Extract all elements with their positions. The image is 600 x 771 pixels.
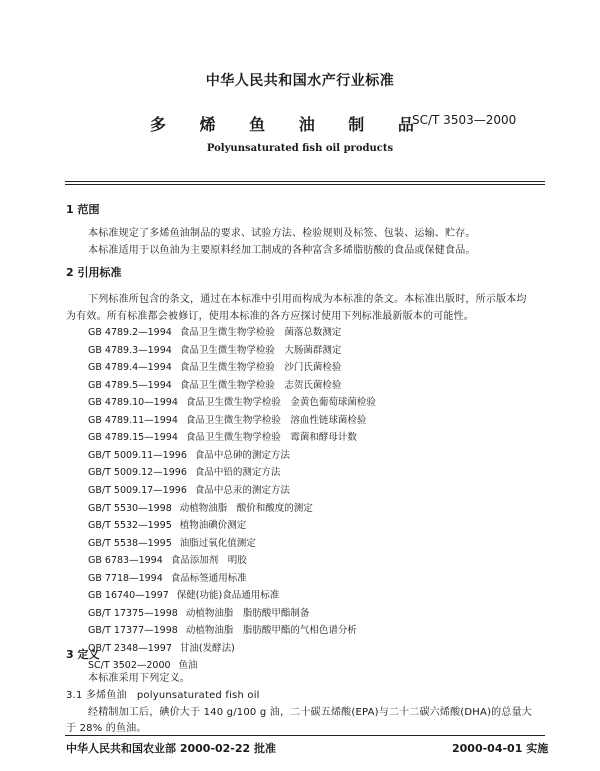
standard-number: SC/T 3503—2000 <box>412 113 517 127</box>
reference-code: GB/T 5009.11—1996 <box>88 449 187 461</box>
reference-code: GB/T 17375—1998 <box>88 607 178 619</box>
scope-paragraph-1: 本标准规定了多烯鱼油制品的要求、试验方法、检验规则及标签、包装、运输、贮存。 <box>88 228 476 239</box>
approval-line: 中华人民共和国农业部 2000-02-22 批准 <box>66 742 277 755</box>
reference-code: GB 4789.4—1994 <box>88 362 172 374</box>
defs-intro: 本标准采用下列定义。 <box>88 673 190 684</box>
definition-term: 3.1 多烯鱼油 polyunsaturated fish oil <box>66 690 260 701</box>
reference-title: 食品卫生微生物学检验 溶血性链球菌检验 <box>185 414 367 426</box>
footer-rule <box>65 735 545 736</box>
reference-code: GB/T 5538—1995 <box>88 537 172 549</box>
refs-intro-line-2: 为有效。所有标准都会被修订，使用本标准的各方应探讨使用下列标准最新版本的可能性。 <box>66 311 474 322</box>
reference-code: GB 7718—1994 <box>88 572 163 584</box>
reference-code: GB 4789.5—1994 <box>88 379 172 391</box>
reference-title: 食品中铅的测定方法 <box>194 467 281 479</box>
reference-item <box>88 342 341 356</box>
document-title: 多 烯 鱼 油 制 品 <box>150 115 428 134</box>
refs-intro-line-1: 下列标准所包含的条文，通过在本标准中引用而构成为本标准的条文。本标准出版时，所示版本均 <box>88 294 527 305</box>
reference-item <box>88 412 366 426</box>
reference-item <box>88 324 341 338</box>
reference-title: 动植物油脂 酸价和酸度的测定 <box>179 502 313 514</box>
reference-title: 食品卫生微生物学检验 菌落总数测定 <box>179 327 342 338</box>
reference-code: GB 4789.10—1994 <box>88 397 178 409</box>
reference-item <box>88 482 290 496</box>
reference-title: 植物油碘价测定 <box>179 520 247 532</box>
reference-title: 动植物油脂 脂肪酸甲酯的气相色谱分析 <box>185 625 357 637</box>
reference-item <box>88 447 290 461</box>
effective-date: 2000-04-01 实施 <box>452 742 549 755</box>
reference-item <box>88 587 279 601</box>
reference-title: 食品卫生微生物学检验 沙门氏菌检验 <box>179 362 342 374</box>
reference-item <box>88 500 313 514</box>
reference-item <box>88 570 247 584</box>
reference-title: 油脂过氧化值测定 <box>179 537 256 549</box>
reference-item <box>88 640 235 654</box>
reference-item <box>88 377 341 391</box>
reference-title: 食品中总砷的测定方法 <box>194 449 290 461</box>
reference-code: GB 4789.15—1994 <box>88 432 178 444</box>
definition-line-1: 经精制加工后，碘价大于 140 g/100 g 油，二十碳五烯酸(EPA)与二十二碳六烯酸(DHA)的总量大 <box>88 707 532 718</box>
reference-title: 食品卫生微生物学检验 大肠菌群测定 <box>179 344 342 356</box>
section-defs-heading: 3 定义 <box>66 648 100 661</box>
reference-code: GB/T 17377—1998 <box>88 625 178 637</box>
header-rule-top <box>65 181 545 182</box>
reference-code: GB/T 5009.17—1996 <box>88 484 187 496</box>
reference-title: 食品添加剂 明胶 <box>170 555 247 567</box>
reference-code: GB 4789.11—1994 <box>88 414 178 426</box>
reference-title: 保健(功能)食品通用标准 <box>176 590 280 602</box>
reference-title: 动植物油脂 脂肪酸甲酯制备 <box>185 607 310 619</box>
reference-item <box>88 622 357 636</box>
section-scope-heading: 1 范围 <box>66 203 100 216</box>
reference-code: QB/T 2348—1997 <box>88 642 172 654</box>
reference-item <box>88 394 376 408</box>
reference-item <box>88 517 246 531</box>
reference-code: GB 16740—1997 <box>88 590 169 602</box>
reference-title: 食品卫生微生物学检验 霉菌和酵母计数 <box>185 432 357 444</box>
reference-code: GB/T 5009.12—1996 <box>88 467 187 479</box>
reference-item <box>88 552 247 566</box>
reference-item <box>88 464 280 478</box>
issuing-authority: 中华人民共和国水产行业标准 <box>205 73 395 89</box>
reference-title: 食品中总汞的测定方法 <box>194 484 290 496</box>
reference-code: GB/T 5530—1998 <box>88 502 172 514</box>
definition-line-2: 于 28% 的鱼油。 <box>66 723 147 734</box>
reference-title: 鱼油 <box>178 660 198 672</box>
section-refs-heading: 2 引用标准 <box>66 266 122 279</box>
reference-code: GB 4789.2—1994 <box>88 327 172 338</box>
reference-code: GB 4789.3—1994 <box>88 344 172 356</box>
reference-item <box>88 359 341 373</box>
reference-title: 食品标签通用标准 <box>170 572 247 584</box>
reference-item <box>88 605 309 619</box>
reference-code: GB 6783—1994 <box>88 555 163 567</box>
reference-code: SC/T 3502—2000 <box>88 660 171 672</box>
reference-item <box>88 429 357 443</box>
reference-item <box>88 535 256 549</box>
reference-title: 食品卫生微生物学检验 金黄色葡萄球菌检验 <box>185 397 376 409</box>
reference-title: 食品卫生微生物学检验 志贺氏菌检验 <box>179 379 342 391</box>
reference-title: 甘油(发酵法) <box>179 642 235 654</box>
reference-code: GB/T 5532—1995 <box>88 520 172 532</box>
scope-paragraph-2: 本标准适用于以鱼油为主要原料经加工制成的各种富含多烯脂肪酸的食品或保健食品。 <box>88 245 476 256</box>
english-title: Polyunsaturated fish oil products <box>206 143 394 154</box>
header-rule-bottom <box>65 184 545 185</box>
